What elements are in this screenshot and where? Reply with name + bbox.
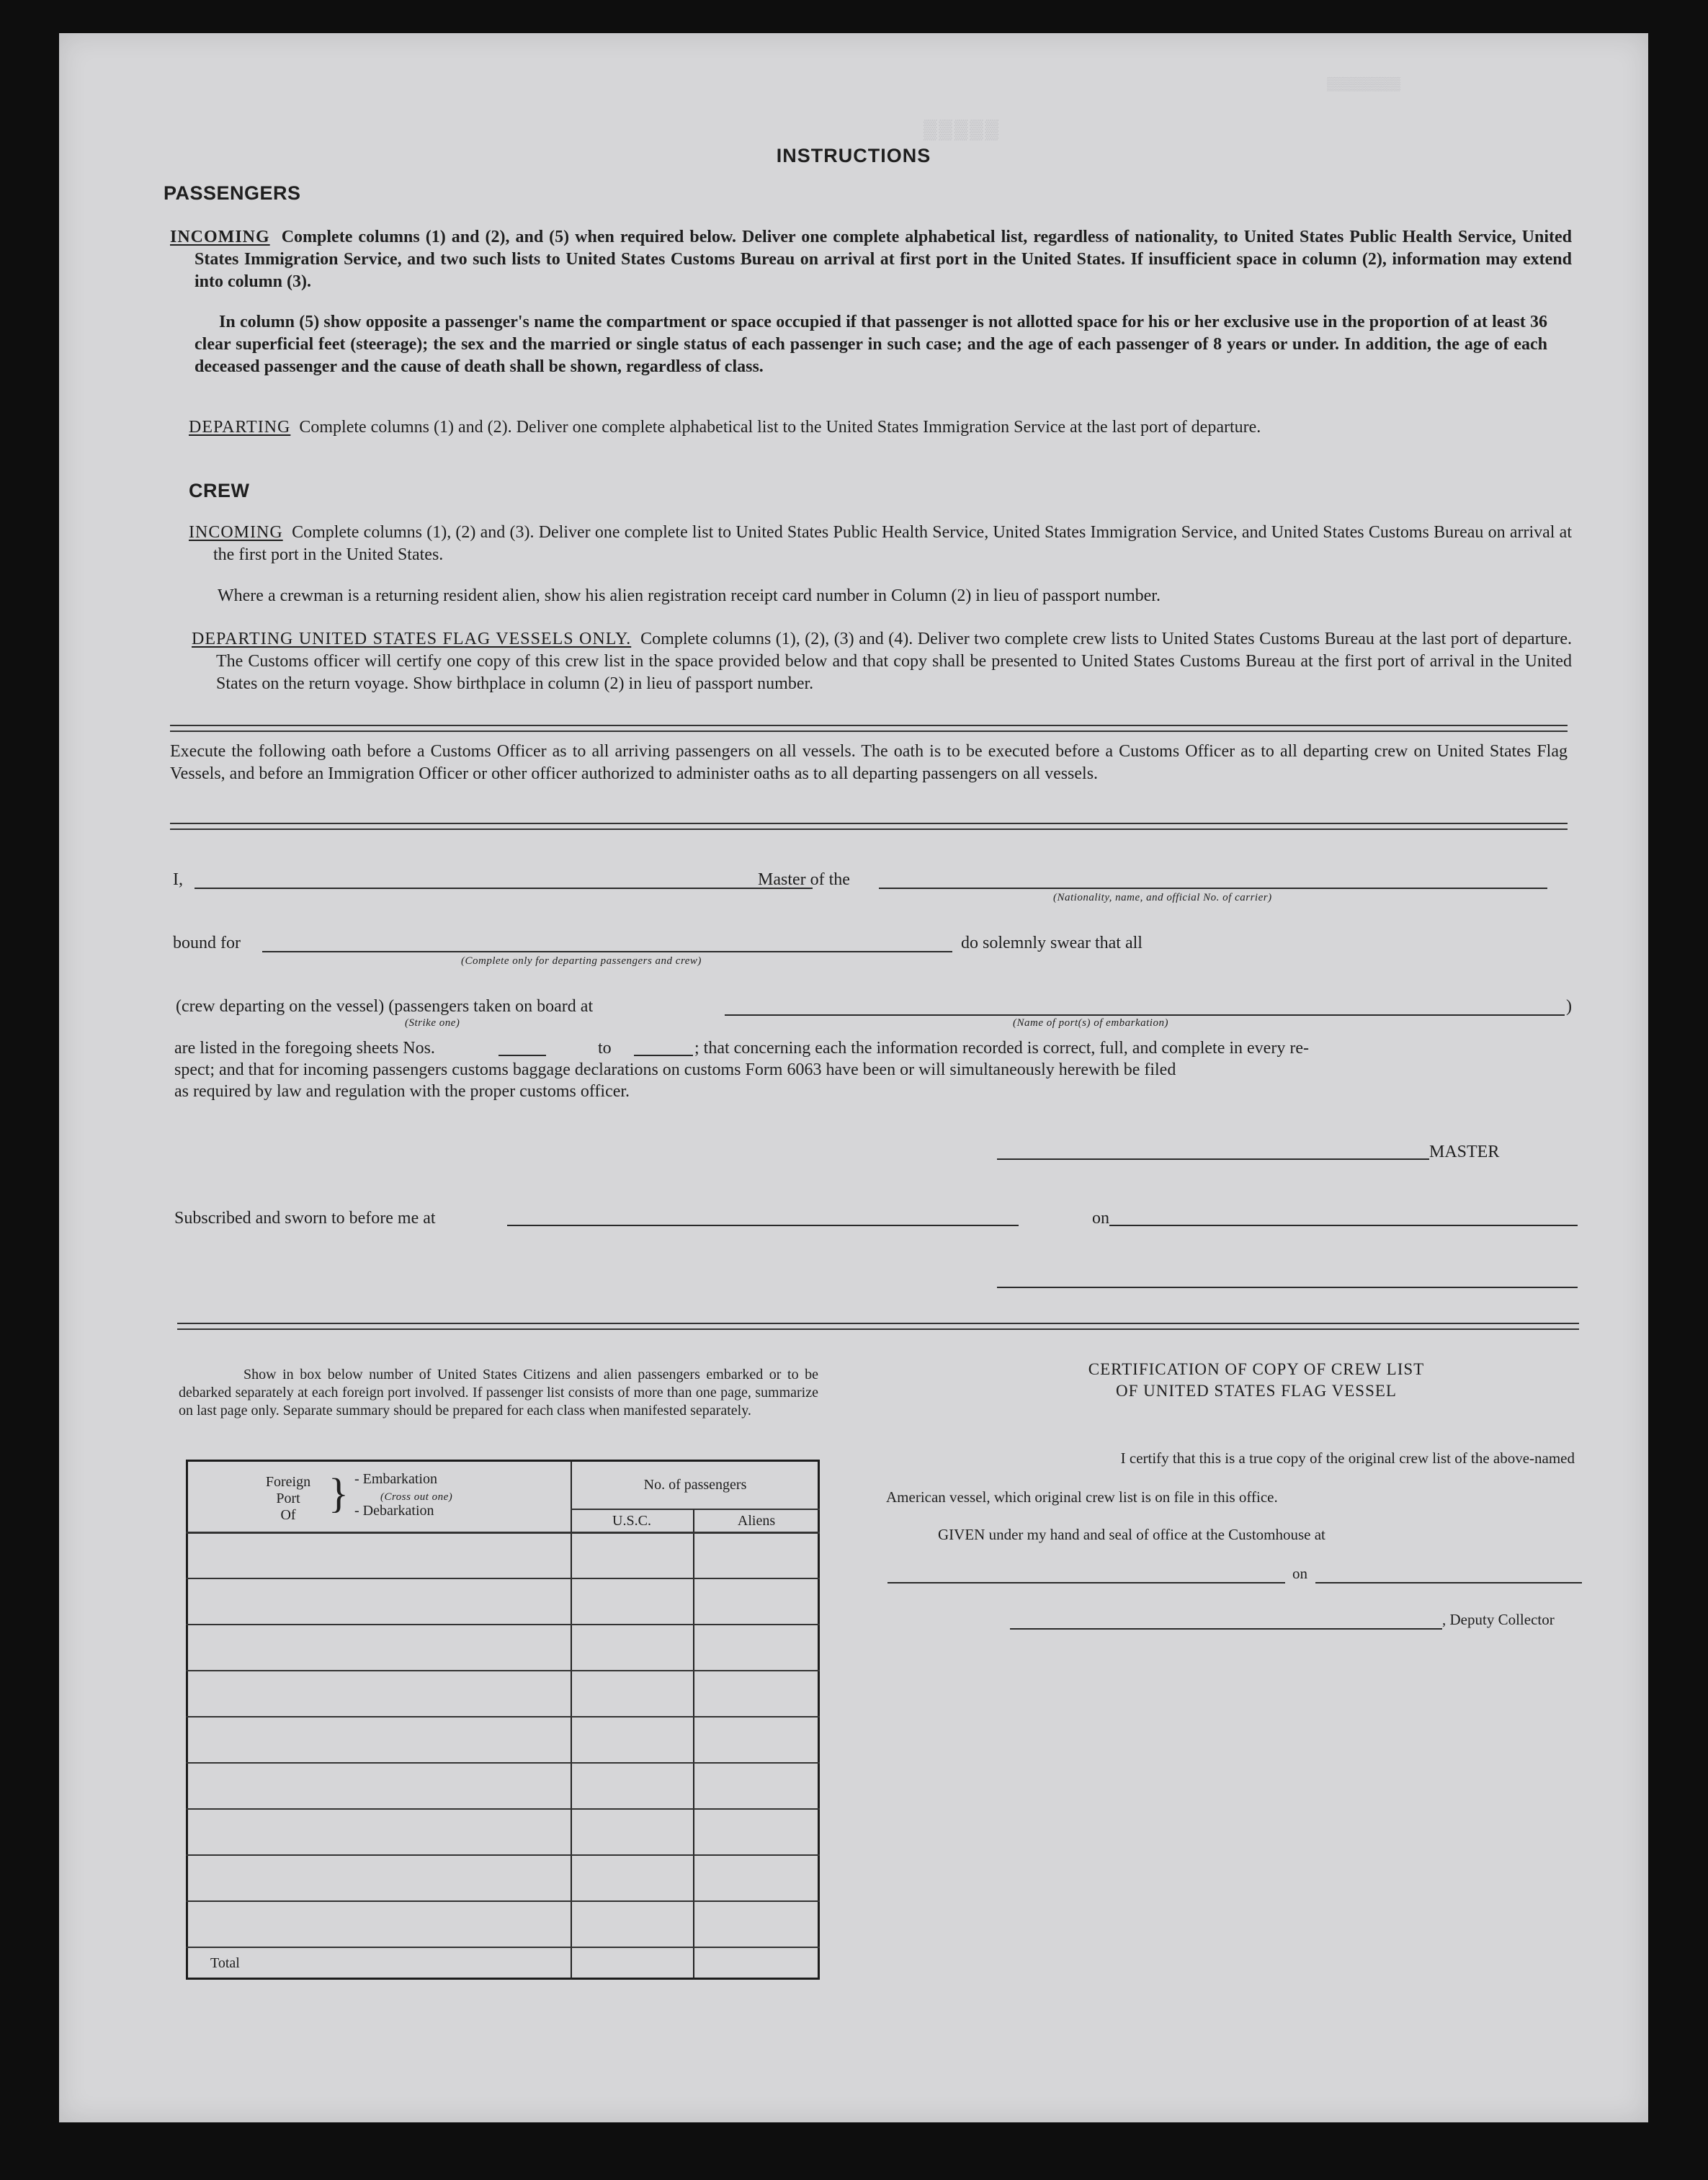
total-label: Total <box>210 1955 240 1971</box>
no-passengers-header: No. of passengers <box>643 1477 747 1493</box>
passengers-heading: PASSENGERS <box>164 182 301 204</box>
embarkation-ports-caption: (Name of port(s) of embarkation) <box>1013 1017 1168 1029</box>
port-label: Port <box>276 1491 300 1506</box>
subscribed-label: Subscribed and sworn to before me at <box>174 1209 436 1228</box>
table-row[interactable] <box>186 1716 820 1762</box>
sheets-post-text: ; that concerning each the information recorded is correct, full, and complete in every re- <box>694 1039 1309 1058</box>
crew-departing-paragraph <box>192 628 1572 695</box>
crew-passengers-label: (crew departing on the vessel) (passengers taken on board at <box>176 997 594 1016</box>
bound-for-label: bound for <box>173 934 241 952</box>
table-row[interactable] <box>186 1854 820 1900</box>
instructions-title: INSTRUCTIONS <box>776 145 931 166</box>
table-row[interactable] <box>186 1947 820 1993</box>
of-label: Of <box>280 1507 296 1523</box>
crew-incoming-label: INCOMING <box>189 523 283 542</box>
crew-departing-label: DEPARTING UNITED STATES FLAG VESSELS ONLY. <box>192 630 632 648</box>
certification-on-label: on <box>1292 1565 1307 1582</box>
cross-out-caption: (Cross out one) <box>380 1491 453 1503</box>
oath-i-label: I, <box>173 870 183 889</box>
passengers-departing-paragraph <box>189 416 1572 439</box>
section-divider <box>170 725 1568 732</box>
strike-one-caption: (Strike one) <box>405 1017 460 1029</box>
certification-date-field[interactable] <box>1315 1582 1582 1583</box>
passengers-departing-label: DEPARTING <box>189 418 291 437</box>
embarkation-ports-field[interactable] <box>725 1014 1565 1016</box>
section-divider <box>170 823 1568 830</box>
sheet-from-field[interactable] <box>498 1055 546 1056</box>
crew-resident-paragraph: Where a crewman is a returning resident alien, show his alien registration receipt card number in Column (2) in lieu of passport number. <box>218 586 1161 605</box>
foreign-port-of-label <box>252 1474 324 1524</box>
master-label: MASTER <box>1429 1143 1500 1161</box>
passengers-incoming-text: Complete columns (1) and (2), and (5) when required below. Deliver one complete alphabetical list, regardless of nationality, to United States Public Health Service, United States Immigration Service, and two such lists to United States Customs Bureau on arrival at first port in the United States. If insufficient space in column (2), information may extend into column (3). <box>195 228 1573 291</box>
certification-line-1: I certify that this is a true copy of the original crew list of the above-named <box>1120 1449 1575 1467</box>
certification-title-line-2: OF UNITED STATES FLAG VESSEL <box>1116 1382 1397 1400</box>
deputy-collector-signature-field[interactable] <box>1010 1628 1442 1630</box>
master-of-the-label: Master of the <box>758 870 850 889</box>
bracket-icon: } <box>328 1470 349 1516</box>
document-page <box>59 33 1648 2122</box>
certification-title-line-1: CERTIFICATION OF COPY OF CREW LIST <box>1088 1360 1425 1378</box>
passenger-summary-table <box>186 1460 820 1980</box>
crew-incoming-paragraph <box>189 522 1572 566</box>
table-row[interactable] <box>186 1532 820 1578</box>
table-row[interactable] <box>186 1900 820 1947</box>
sheets-pre-text: are listed in the foregoing sheets Nos. <box>174 1039 435 1058</box>
embarkation-label: - Embarkation <box>354 1471 437 1487</box>
certification-line-2: American vessel, which original crew list is on file in this office. <box>886 1488 1278 1506</box>
passengers-incoming-label: INCOMING <box>170 228 270 246</box>
certification-line-3: GIVEN under my hand and seal of office at the Customhouse at <box>938 1526 1325 1543</box>
bound-for-field[interactable] <box>262 951 952 952</box>
close-paren: ) <box>1566 997 1572 1016</box>
passengers-column5-paragraph: In column (5) show opposite a passenger's name the compartment or space occupied if that passenger is not allotted space for his or her exclusive use in the proportion of at least 36 clear superficial feet (steerage); the sex and the married or single status of each passenger in such case; and the age of each passenger of 8 years or under. In addition, the age of each deceased passenger and the cause of death shall be shown, regardless of class. <box>195 313 1547 376</box>
sworn-location-field[interactable] <box>507 1225 1019 1226</box>
table-row[interactable] <box>186 1808 820 1854</box>
carrier-caption: (Nationality, name, and official No. of carrier) <box>1053 892 1272 903</box>
crew-incoming-text: Complete columns (1), (2) and (3). Deliver one complete list to United States Public Health Service, United States Immigration Service, and United States Customs Bureau on arrival at the first port in the United States. <box>213 523 1573 564</box>
customhouse-field[interactable] <box>887 1582 1285 1583</box>
foreign-label: Foreign <box>265 1474 311 1490</box>
table-row[interactable] <box>186 1624 820 1670</box>
sworn-on-label: on <box>1092 1209 1109 1228</box>
carrier-field[interactable] <box>879 888 1547 889</box>
master-name-field[interactable] <box>195 888 813 889</box>
bleed-through-mark: ▒▒▒▒▒ <box>924 118 1001 140</box>
sheet-to-field[interactable] <box>634 1055 693 1056</box>
master-signature-field[interactable] <box>997 1158 1429 1160</box>
oath-line-2: spect; and that for incoming passengers customs baggage declarations on customs Form 6063 have been or will simultaneously herewith be filed <box>174 1060 1176 1079</box>
sheets-to-text: to <box>598 1039 612 1058</box>
certification-title <box>939 1359 1573 1402</box>
table-row[interactable] <box>186 1578 820 1624</box>
sworn-date-field[interactable] <box>1109 1225 1578 1226</box>
table-header-divider <box>571 1509 820 1510</box>
section-divider <box>177 1323 1579 1330</box>
debarkation-label: - Debarkation <box>354 1503 434 1519</box>
officer-signature-field[interactable] <box>997 1287 1578 1288</box>
passengers-departing-text: Complete columns (1) and (2). Deliver one complete alphabetical list to the United States Immigration Service at the last port of departure. <box>299 418 1261 437</box>
usc-header: U.S.C. <box>612 1513 651 1529</box>
table-row[interactable] <box>186 1670 820 1716</box>
aliens-header: Aliens <box>737 1513 776 1529</box>
table-row[interactable] <box>186 1762 820 1808</box>
bound-for-caption: (Complete only for departing passengers and crew) <box>461 955 702 967</box>
crew-heading: CREW <box>189 480 250 501</box>
bleed-through-mark: ▒▒▒▒▒▒▒▒ <box>1327 76 1401 91</box>
solemnly-swear-label: do solemnly swear that all <box>961 934 1143 952</box>
crew-departing-text: Complete columns (1), (2), (3) and (4). Deliver two complete crew lists to United States Customs Bureau at the last port of departure. The Customs officer will certify one copy of this crew list in the space provided below and that copy shall be presented to United States Customs Bureau at the first port of arrival in the United States on the return voyage. Show birthplace in column (2) in lieu of passport number. <box>216 630 1572 693</box>
passengers-incoming-paragraph <box>170 226 1572 293</box>
oath-line-3: as required by law and regulation with the proper customs officer. <box>174 1082 630 1101</box>
oath-intro: Execute the following oath before a Customs Officer as to all arriving passengers on all vessels. The oath is to be executed before a Customs Officer as to all departing crew on United States Flag Vessels, and before an Immigration Officer or other officer authorized to administer oaths as to all departing passengers on all vessels. <box>170 742 1568 783</box>
deputy-collector-label: , Deputy Collector <box>1442 1611 1555 1628</box>
summary-instructions: Show in box below number of United States Citizens and alien passengers embarked or to be debarked separately at each foreign port involved. If passenger list consists of more than one page, summarize on last page only. Separate summary should be prepared for each class when manifested separately. <box>179 1367 818 1419</box>
